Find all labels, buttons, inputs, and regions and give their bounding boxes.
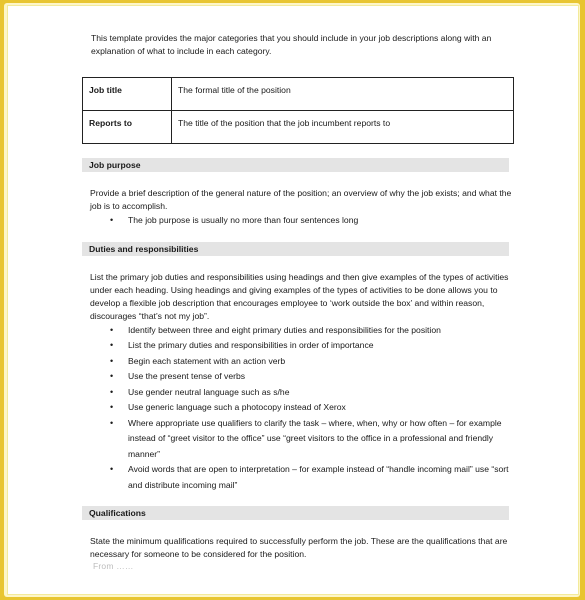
intro-paragraph: This template provides the major categories that you should include in your job descriptions along with an explanation of what to include in each category. — [91, 33, 492, 56]
job-purpose-heading: Job purpose — [82, 158, 509, 172]
list-item: • Use gender neutral language such as s/he — [82, 385, 512, 401]
job-purpose-text: Provide a brief description of the general nature of the position; an overview of why the job exists; and what the job is to accomplish. — [90, 188, 512, 211]
list-item: • Avoid words that are open to interpretation – for example instead of “handle incoming mail” use “sort and distribute incoming mail” — [82, 462, 512, 493]
job-title-label: Job title — [83, 78, 172, 111]
list-item: • List the primary duties and responsibilities in order of importance — [82, 338, 512, 354]
qualifications-text: State the minimum qualifications required to successfully perform the job. These are the qualifications that are necessary for someone to be considered for the position. — [90, 536, 508, 559]
job-info-table — [82, 77, 514, 144]
list-item: • Use the present tense of verbs — [82, 369, 512, 385]
job-title-value: The formal title of the position — [172, 78, 514, 111]
duties-heading: Duties and responsibilities — [82, 242, 509, 256]
list-item: • Begin each statement with an action verb — [82, 354, 512, 370]
job-purpose-bullets — [82, 213, 512, 229]
list-item: • Where appropriate use qualifiers to clarify the task – where, when, why or how often – for example instead of “greet visitor to the office” use “greet visitors to the office in a professional and friendly manner” — [82, 416, 512, 463]
watermark-text: From …… — [93, 561, 134, 571]
reports-to-label: Reports to — [83, 111, 172, 144]
document-page — [7, 5, 579, 595]
list-item: • Identify between three and eight primary duties and responsibilities for the position — [82, 323, 512, 339]
table-row — [83, 111, 514, 144]
reports-to-value: The title of the position that the job incumbent reports to — [172, 111, 514, 144]
table-row — [83, 78, 514, 111]
list-item: • The job purpose is usually no more than four sentences long — [82, 213, 512, 229]
list-item: • Use generic language such a photocopy instead of Xerox — [82, 400, 512, 416]
qualifications-heading: Qualifications — [82, 506, 509, 520]
document-content — [82, 32, 512, 561]
duties-text: List the primary job duties and responsibilities using headings and then give examples of the types of activities under each heading. Using headings and giving examples of the types of activities to be done allows you to develop a flexible job description that encourages employee to ‘work outside the box’ and within reason, discourages “that’s not my job”. — [90, 271, 509, 321]
duties-bullets — [82, 323, 512, 494]
